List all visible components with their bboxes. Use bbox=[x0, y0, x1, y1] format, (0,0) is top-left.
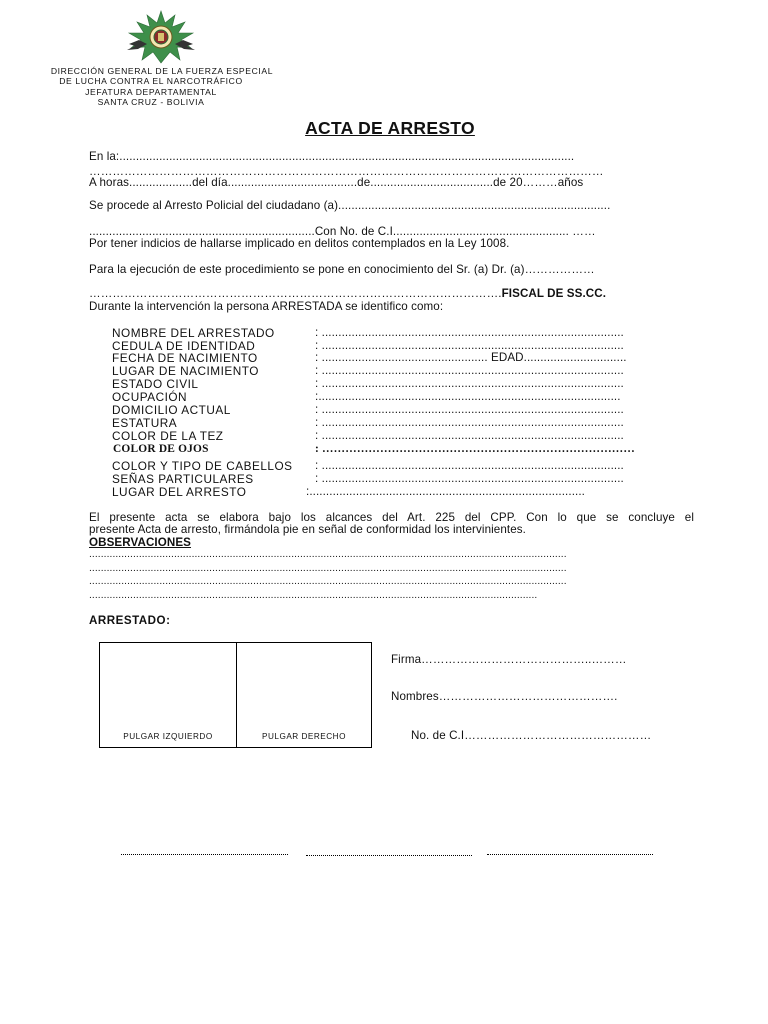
org-line-2: DE LUCHA CONTRA EL NARCOTRÁFICO bbox=[59, 76, 243, 87]
arrestado-label: ARRESTADO: bbox=[89, 614, 171, 627]
field-value-estatura[interactable]: : ........................................................................................... bbox=[315, 416, 624, 429]
field-label-color-ojos: COLOR DE OJOS bbox=[113, 443, 209, 455]
field-value-color-ojos[interactable]: : ……………………………………………………………………… bbox=[315, 443, 635, 455]
field-label-color-tez: COLOR DE LA TEZ bbox=[112, 429, 224, 443]
signature-line-3[interactable] bbox=[487, 854, 653, 855]
field-value-color-tez[interactable]: : ........................................................................................... bbox=[315, 429, 624, 442]
field-value-nombre[interactable]: : ........................................................................................... bbox=[315, 326, 624, 339]
ci-line[interactable]: No. de C.I………………………………………… bbox=[411, 729, 652, 742]
intro-line-ley: Por tener indicios de hallarse implicado en delitos contemplados en la Ley 1008. bbox=[89, 237, 510, 250]
field-label-nombre: NOMBRE DEL ARRESTADO bbox=[112, 326, 275, 340]
field-label-lugar-nacimiento: LUGAR DE NACIMIENTO bbox=[112, 364, 259, 378]
observaciones-label: OBSERVACIONES bbox=[89, 536, 192, 549]
right-thumb-area[interactable] bbox=[237, 643, 371, 747]
intro-line-arresto: Se procede al Arresto Policial del ciudadano (a).................................................................................. bbox=[89, 199, 611, 212]
intro-line-dots: …………………………………………………………………………………………………………………… bbox=[89, 165, 604, 178]
field-value-fecha-nacimiento[interactable]: : .................................................. EDAD............................... bbox=[315, 351, 627, 364]
signature-line-2[interactable] bbox=[306, 855, 472, 856]
observaciones-line-2[interactable]: ................................................................................................................................................................... bbox=[89, 563, 567, 574]
observaciones-line-1[interactable]: ................................................................................................................................................................... bbox=[89, 549, 567, 560]
intro-line-procedimiento: Para la ejecución de este procedimiento se pone en conocimiento del Sr. (a) Dr. (a)……………… bbox=[89, 263, 595, 276]
field-label-fecha-nacimiento: FECHA DE NACIMIENTO bbox=[112, 351, 258, 365]
intro-line-fiscal bbox=[89, 287, 606, 300]
observaciones-line-3[interactable]: ................................................................................................................................................................... bbox=[89, 576, 567, 587]
fiscal-dots: ……………………………………………………………………………………………. bbox=[89, 287, 502, 300]
field-value-cabellos[interactable]: : ........................................................................................... bbox=[315, 459, 624, 472]
closing-line-1: El presente acta se elabora bajo los alcances del Art. 225 del CPP. Con lo que se concluye el bbox=[89, 511, 694, 524]
field-value-ocupacion[interactable]: :........................................................................................... bbox=[315, 390, 621, 403]
police-crest-icon bbox=[125, 10, 197, 64]
document-title: ACTA DE ARRESTO bbox=[305, 118, 475, 138]
firma-line[interactable]: Firma……………………………………..……… bbox=[391, 653, 627, 666]
field-value-senas[interactable]: : ........................................................................................... bbox=[315, 472, 624, 485]
field-label-cedula: CEDULA DE IDENTIDAD bbox=[112, 339, 256, 353]
field-label-estado-civil: ESTADO CIVIL bbox=[112, 377, 199, 391]
field-value-lugar-arresto[interactable]: :................................................................................... bbox=[306, 485, 585, 498]
right-thumb-label: PULGAR DERECHO bbox=[262, 732, 346, 741]
intro-line-ci: ....................................................................Con No. de C.I..................................................... …… bbox=[89, 225, 596, 238]
nombres-line[interactable]: Nombres………………………………………. bbox=[391, 690, 618, 703]
intro-line-intervencion: Durante la intervención la persona ARRESTADA se identifico como: bbox=[89, 300, 444, 313]
field-value-domicilio[interactable]: : ........................................................................................... bbox=[315, 403, 624, 416]
field-value-cedula[interactable]: : ........................................................................................... bbox=[315, 339, 624, 352]
field-label-cabellos: COLOR Y TIPO DE CABELLOS bbox=[112, 459, 293, 473]
left-thumb-label: PULGAR IZQUIERDO bbox=[123, 732, 213, 741]
field-label-senas: SEÑAS PARTICULARES bbox=[112, 472, 254, 486]
intro-line-en-la: En la:......................................................................................................................................... bbox=[89, 150, 575, 163]
field-value-estado-civil[interactable]: : ........................................................................................... bbox=[315, 377, 624, 390]
field-value-lugar-nacimiento[interactable]: : ........................................................................................... bbox=[315, 364, 624, 377]
signature-line-1[interactable] bbox=[121, 854, 288, 855]
fiscal-label: FISCAL DE SS.CC. bbox=[501, 287, 607, 300]
intro-line-horas: A horas...................del día.......................................de.....................................de 20………años bbox=[89, 176, 584, 189]
left-thumb-area[interactable] bbox=[100, 643, 236, 747]
closing-line-2: presente Acta de arresto, firmándola pie en señal de conformidad los intervinientes. bbox=[89, 523, 526, 536]
field-label-domicilio: DOMICILIO ACTUAL bbox=[112, 403, 231, 417]
field-label-ocupacion: OCUPACIÓN bbox=[112, 390, 188, 404]
org-line-3: JEFATURA DEPARTAMENTAL bbox=[85, 86, 217, 97]
org-header bbox=[40, 66, 284, 108]
observaciones-line-4[interactable]: ......................................................................................................................................................... bbox=[89, 590, 538, 601]
field-label-estatura: ESTATURA bbox=[112, 416, 178, 430]
thumbprint-box bbox=[99, 642, 372, 748]
field-label-lugar-arresto: LUGAR DEL ARRESTO bbox=[112, 485, 247, 499]
org-line-4: SANTA CRUZ - BOLIVIA bbox=[97, 97, 205, 108]
org-line-1: DIRECCIÓN GENERAL DE LA FUERZA ESPECIAL bbox=[50, 66, 274, 76]
